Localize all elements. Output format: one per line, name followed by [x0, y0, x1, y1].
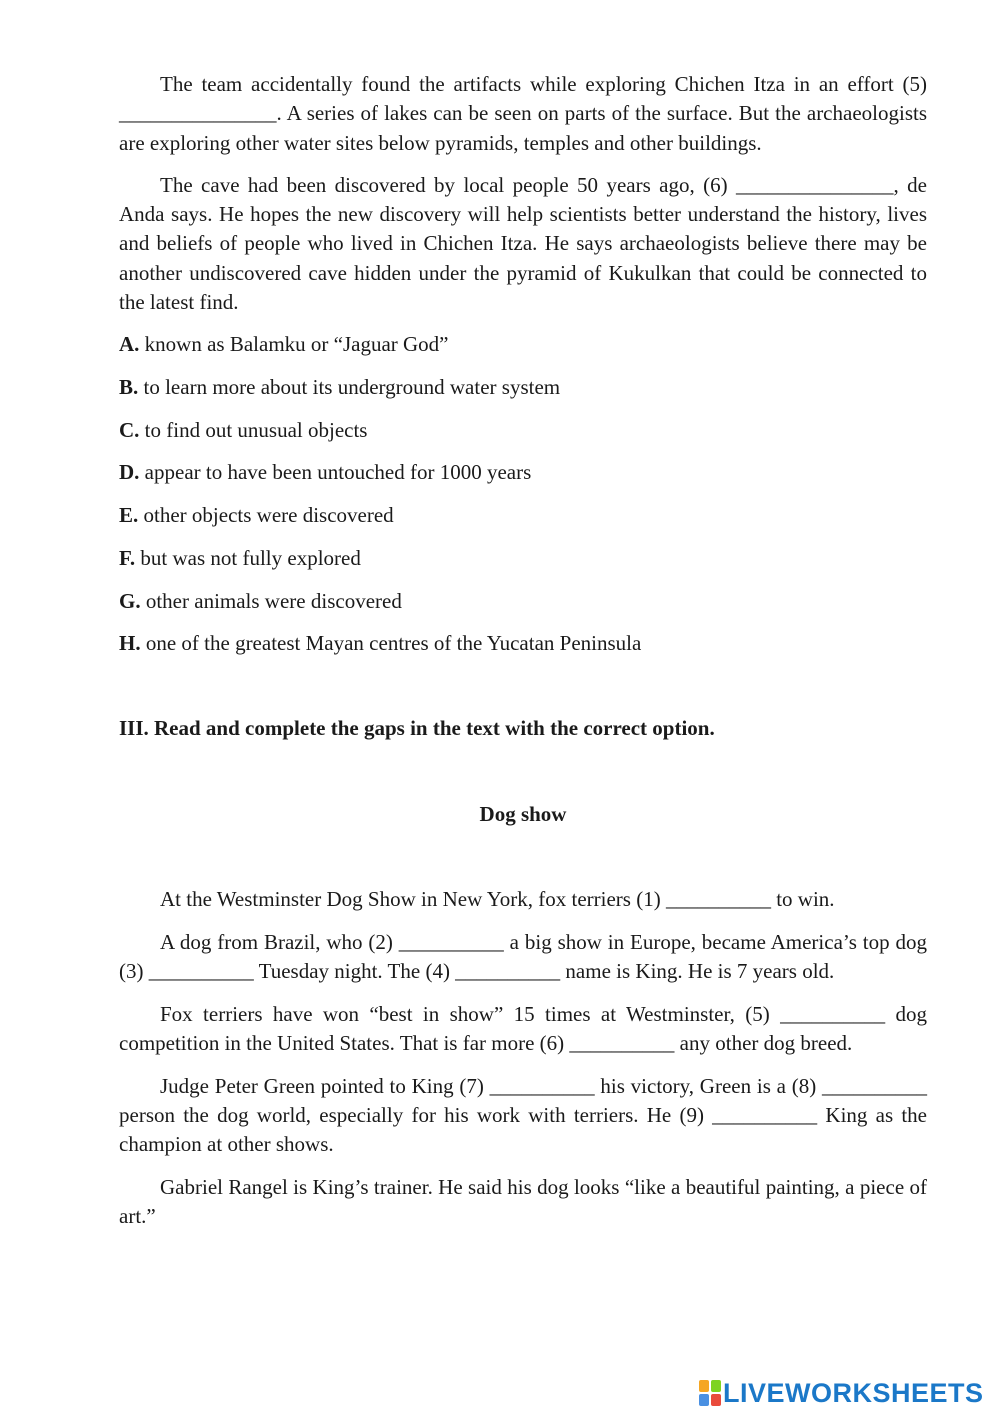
option-text: one of the greatest Mayan centres of the Yucatan Peninsula — [145, 631, 642, 656]
option-letter: H. — [119, 631, 141, 656]
story-body — [119, 885, 927, 1232]
story-paragraph-1: At the Westminster Dog Show in New York, fox terriers (1) __________ to win. — [160, 887, 835, 912]
option-g — [119, 587, 927, 616]
option-text: but was not fully explored — [140, 545, 361, 570]
option-text: to learn more about its underground water system — [143, 375, 561, 400]
option-d — [119, 458, 927, 487]
option-letter: G. — [119, 588, 141, 613]
option-letter: E. — [119, 503, 139, 528]
option-letter: F. — [119, 545, 136, 570]
story-paragraph-5: Gabriel Rangel is King’s trainer. He said his dog looks “like a beautiful painting, a piece of art.” — [119, 1175, 927, 1229]
section-heading: III. Read and complete the gaps in the text with the correct option. — [119, 716, 715, 741]
option-text: known as Balamku or “Jaguar God” — [144, 332, 449, 357]
option-h — [119, 629, 927, 658]
logo-mark-icon — [699, 1380, 721, 1406]
logo-text: LIVEWORKSHEETS — [723, 1377, 984, 1408]
story-title: Dog show — [479, 801, 567, 826]
story-paragraph-3: Fox terriers have won “best in show” 15 times at Westminster, (5) __________ dog competition in the United States. That is far more (6) __________ any other dog breed. — [119, 1001, 927, 1056]
passage-paragraph-2: The cave had been discovered by local people 50 years ago, (6) _______________, de Anda says. He hopes the new discovery will help scientists better understand the history, lives and beliefs of people who lived in Chichen Itza. He says archaeologists believe there may be another undiscovered cave hidden under the pyramid of Kukulkan that could be connected to the latest find. — [119, 172, 927, 315]
option-e — [119, 501, 927, 530]
option-text: appear to have been untouched for 1000 years — [144, 460, 532, 485]
option-text: other objects were discovered — [143, 503, 394, 528]
option-text: other animals were discovered — [145, 588, 402, 613]
liveworksheets-logo — [699, 1378, 984, 1408]
option-b — [119, 373, 927, 402]
option-letter: A. — [119, 332, 140, 357]
worksheet-page — [119, 70, 927, 1245]
option-text: to find out unusual objects — [144, 417, 368, 442]
option-f — [119, 544, 927, 573]
passage-paragraph-1: The team accidentally found the artifacts while exploring Chichen Itza in an effort (5) _______________. A series of lakes can be seen on parts of the surface. But the archaeologists are exploring other water sites below pyramids, temples and other buildings. — [119, 72, 927, 155]
story-paragraph-4: Judge Peter Green pointed to King (7) __________ his victory, Green is a (8) __________ person the dog world, especially for his work with terriers. He (9) __________ King as the champion at other shows. — [119, 1073, 927, 1157]
story-paragraph-2: A dog from Brazil, who (2) __________ a big show in Europe, became America’s top dog (3) __________ Tuesday night. The (4) __________ name is King. He is 7 years old. — [119, 929, 927, 984]
option-c — [119, 416, 927, 445]
option-letter: D. — [119, 460, 140, 485]
option-a — [119, 330, 927, 359]
option-letter: B. — [119, 375, 139, 400]
option-letter: C. — [119, 417, 140, 442]
answer-options-list — [119, 330, 927, 658]
